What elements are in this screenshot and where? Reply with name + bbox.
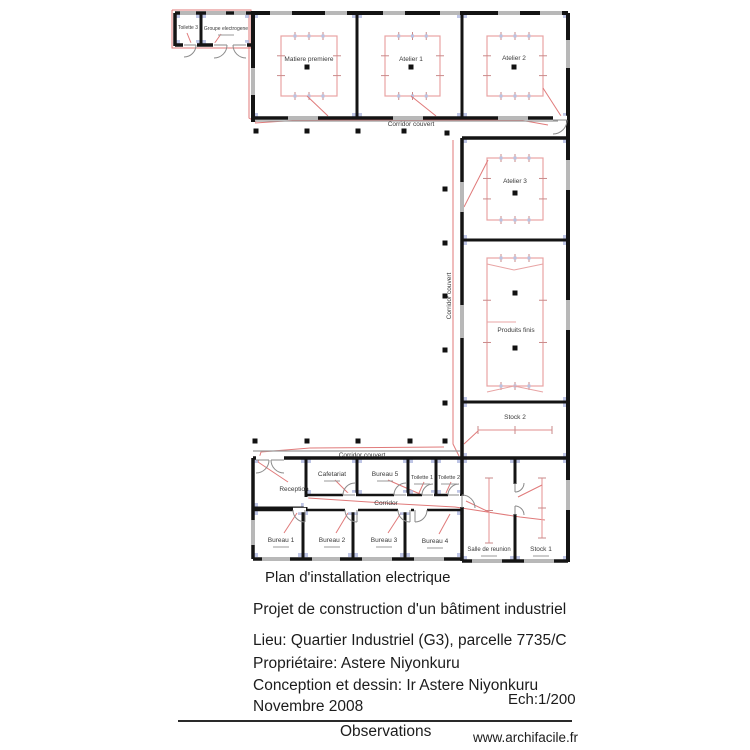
circuit-loop xyxy=(487,158,543,220)
corridor-post xyxy=(443,241,448,246)
switch-line xyxy=(187,33,191,43)
designer-line: Conception et dessin: Ir Astere Niyonkuru xyxy=(253,677,539,694)
lamp-mark xyxy=(528,257,531,260)
lamp-mark xyxy=(528,95,531,98)
lamp-mark xyxy=(294,35,297,38)
room-label-toilette-2: Toilette 2 xyxy=(437,475,461,481)
corner-handle xyxy=(406,553,410,557)
lamp-mark xyxy=(514,35,517,38)
circuit-line xyxy=(487,264,514,270)
door-arc xyxy=(553,120,567,134)
corner-handle xyxy=(354,553,358,557)
junction-box xyxy=(513,346,518,351)
website-label: www.archifacile.fr xyxy=(473,730,579,745)
corner-handle xyxy=(298,553,302,557)
room-label-bureau-1: Bureau 1 xyxy=(267,537,295,544)
junction-box xyxy=(513,191,518,196)
room-label-matiere-premiere: Matiere premiere xyxy=(284,56,334,63)
circuit-line xyxy=(514,264,543,270)
switch-line xyxy=(411,96,436,116)
lamp-mark xyxy=(500,157,503,160)
lamp-mark xyxy=(514,157,517,160)
lamp-mark xyxy=(528,219,531,222)
corner-handle xyxy=(409,490,413,494)
corridor-post xyxy=(443,401,448,406)
room-label-reception: Reception xyxy=(279,486,309,493)
corridor-post xyxy=(443,348,448,353)
lamp-mark xyxy=(500,35,503,38)
lamp-mark xyxy=(500,257,503,260)
lamp-mark xyxy=(528,157,531,160)
lamp-mark xyxy=(500,219,503,222)
lamp-mark xyxy=(397,95,400,98)
observations-label: Observations xyxy=(340,723,432,740)
plan-title: Plan d'installation electrique xyxy=(265,569,451,586)
location-line: Lieu: Quartier Industriel (G3), parcelle 7735/C xyxy=(253,632,567,649)
corner-handle xyxy=(348,553,352,557)
corridor-post xyxy=(402,129,407,134)
lamp-mark xyxy=(514,95,517,98)
room-label-bureau-2: Bureau 2 xyxy=(318,537,346,544)
junction-box xyxy=(513,291,518,296)
room-label-atelier-2: Atelier 2 xyxy=(502,55,526,62)
room-label-bureau-4: Bureau 4 xyxy=(421,538,449,545)
lamp-mark xyxy=(322,95,325,98)
switch-line xyxy=(518,485,542,497)
lamp-mark xyxy=(514,257,517,260)
lamp-mark xyxy=(514,219,517,222)
lamp-mark xyxy=(500,95,503,98)
junction-box xyxy=(409,65,414,70)
corner-handle xyxy=(304,553,308,557)
corridor-label: Corridor couvert xyxy=(446,272,453,320)
room-label-toilette-3: Toilette 3 xyxy=(177,25,199,31)
corridor-post xyxy=(356,129,361,134)
lamp-mark xyxy=(322,35,325,38)
room-label-salle-de-reunion: Salle de reunion xyxy=(467,547,511,553)
corridor-label: Corridor couvert xyxy=(387,121,435,128)
date-line: Novembre 2008 xyxy=(253,698,364,715)
junction-box xyxy=(305,65,310,70)
corner-handle xyxy=(400,553,404,557)
corridor-post xyxy=(254,129,259,134)
room-label-bureau-3: Bureau 3 xyxy=(370,537,398,544)
room-label-groupe-electrogene: Groupe electrogene xyxy=(203,26,249,32)
footer-divider xyxy=(178,720,572,722)
corridor-post xyxy=(253,439,258,444)
switch-line xyxy=(464,160,488,207)
lamp-mark xyxy=(308,35,311,38)
switch-line xyxy=(335,480,349,494)
lamp-mark xyxy=(397,35,400,38)
corner-handle xyxy=(358,490,362,494)
lamp-mark xyxy=(528,385,531,388)
junction-box xyxy=(512,65,517,70)
room-label-cafetariat: Cafetariat xyxy=(317,471,347,478)
corridor-post xyxy=(445,131,450,136)
room-label-atelier-3: Atelier 3 xyxy=(503,178,527,185)
project-line: Projet de construction d'un bâtiment industriel xyxy=(253,601,567,618)
scale-label: Ech:1/200 xyxy=(508,691,576,708)
lamp-mark xyxy=(425,95,428,98)
switch-line xyxy=(543,88,561,116)
switch-line xyxy=(439,514,450,534)
switch-line xyxy=(307,96,328,116)
lamp-mark xyxy=(425,35,428,38)
lamp-mark xyxy=(500,385,503,388)
corridor-label: Corridor xyxy=(374,500,398,507)
room-label-stock-2: Stock 2 xyxy=(504,414,526,421)
corridor-post xyxy=(408,439,413,444)
corridor-label: Corridor couvert xyxy=(338,452,386,459)
room-label-bureau-5: Bureau 5 xyxy=(371,471,399,478)
corridor-circuit-line xyxy=(453,140,459,456)
room-label-stock-1: Stock 1 xyxy=(530,546,552,553)
room-label-toilette-1: Toilette 1 xyxy=(410,475,434,481)
switch-line xyxy=(464,431,478,444)
corridor-post xyxy=(443,187,448,192)
lamp-mark xyxy=(528,35,531,38)
corridor-post xyxy=(305,439,310,444)
corner-handle xyxy=(437,490,441,494)
room-label-produits-finis: Produits finis xyxy=(497,327,535,334)
room-label-atelier-1: Atelier 1 xyxy=(399,56,423,63)
corridor-post xyxy=(443,439,448,444)
door-arc xyxy=(271,460,284,473)
owner-line: Propriétaire: Astere Niyonkuru xyxy=(253,655,460,672)
switch-line xyxy=(258,462,288,482)
lamp-mark xyxy=(294,95,297,98)
corridor-post xyxy=(305,129,310,134)
lamp-mark xyxy=(411,35,414,38)
corridor-post xyxy=(356,439,361,444)
